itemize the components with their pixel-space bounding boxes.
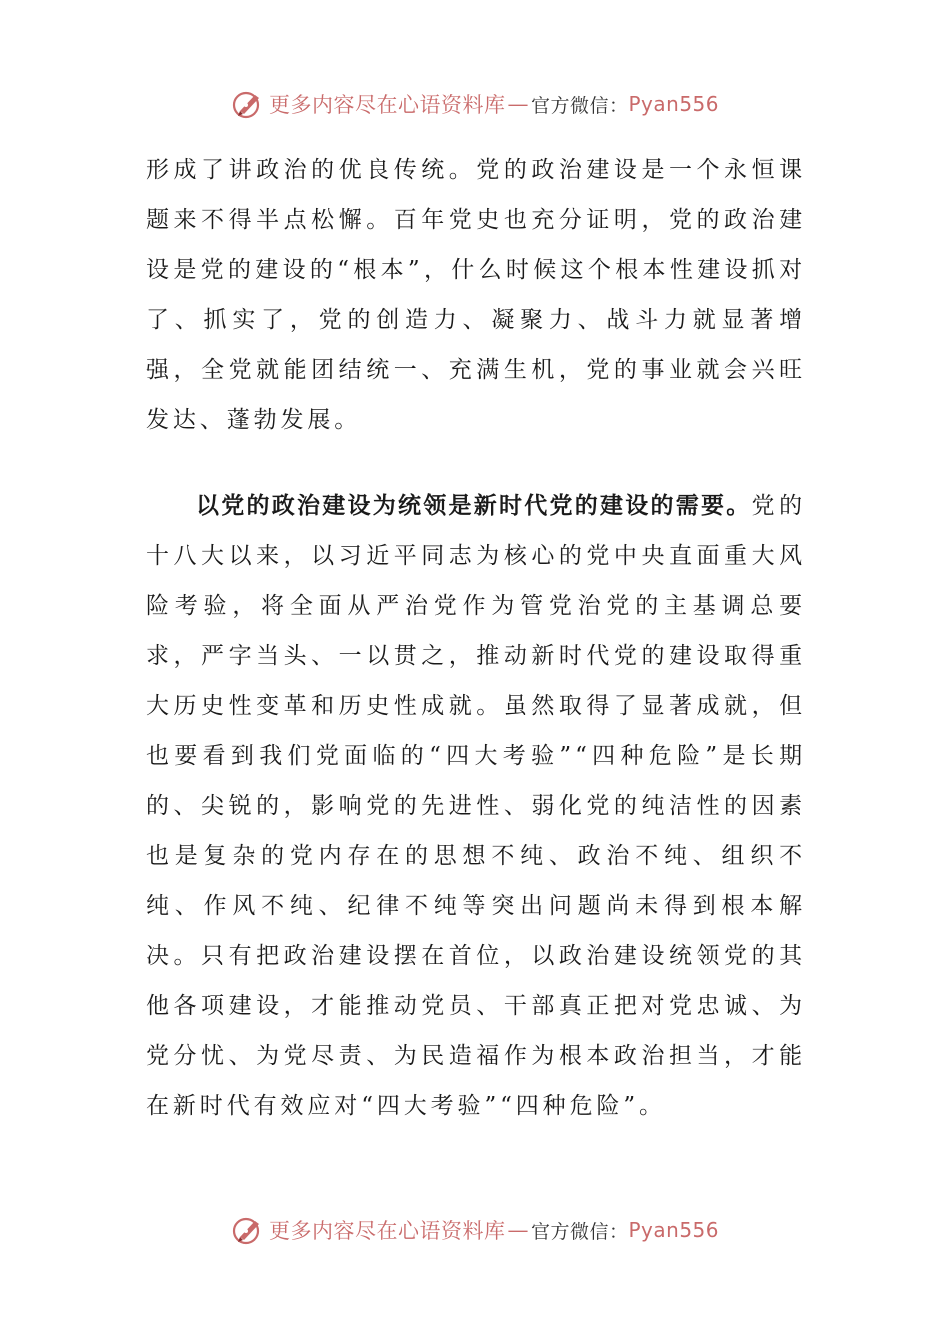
paragraph-1 — [146, 145, 806, 445]
wechat-handle: Pyan556 — [628, 92, 720, 116]
paragraph-2 — [146, 481, 806, 1131]
paragraph-2-body — [146, 481, 806, 1131]
site-name: 更多内容尽在心语资料库 — [268, 93, 506, 117]
wechat-label: 官方微信： — [530, 94, 629, 117]
paragraph-1-text: 形成了讲政治的优良传统。党的政治建设是一个永恒课题来不得半点松懈。百年党史也充分证明，党的政治建设是党的建设的“根本”，什么时候这个根本性建设抓对了、抓实了，党的创造力、凝聚力、战斗力就显著增强，全党就能团结统一、充满生机，党的事业就会兴旺发达、蓬勃发展。 — [146, 157, 806, 433]
header-watermark-banner — [0, 84, 950, 124]
paragraph-2-lead: 以党的政治建设为统领是新时代党的建设的需要。 — [196, 492, 752, 519]
banner-separator: — — [507, 92, 529, 116]
banner-separator: — — [507, 1218, 529, 1242]
paragraph-2-text: 党的十八大以来，以习近平同志为核心的党中央直面重大风险考验，将全面从严治党作为管党治党的主基调总要求，严字当头、一以贯之，推动新时代党的建设取得重大历史性变革和历史性成就。虽然取得了显著成就，但也要看到我们党面临的“四大考验”“四种危险”是长期的、尖锐的，影响党的先进性、弱化党的纯洁性的因素也是复杂的党内存在的思想不纯、政治不纯、组织不纯、作风不纯、纪律不纯等突出问题尚未得到根本解决。只有把政治建设摆在首位，以政治建设统领党的其他各项建设，才能推动党员、干部真正把对党忠诚、为党分忧、为党尽责、为民造福作为根本政治担当，才能在新时代有效应对“四大考验”“四种危险”。 — [146, 493, 806, 1119]
wechat-label: 官方微信： — [530, 1220, 629, 1243]
site-name: 更多内容尽在心语资料库 — [268, 1219, 506, 1243]
wechat-handle: Pyan556 — [628, 1218, 720, 1242]
pen-logo-icon — [231, 1213, 265, 1247]
pen-logo-icon — [231, 87, 265, 121]
footer-watermark-banner — [0, 1210, 950, 1250]
